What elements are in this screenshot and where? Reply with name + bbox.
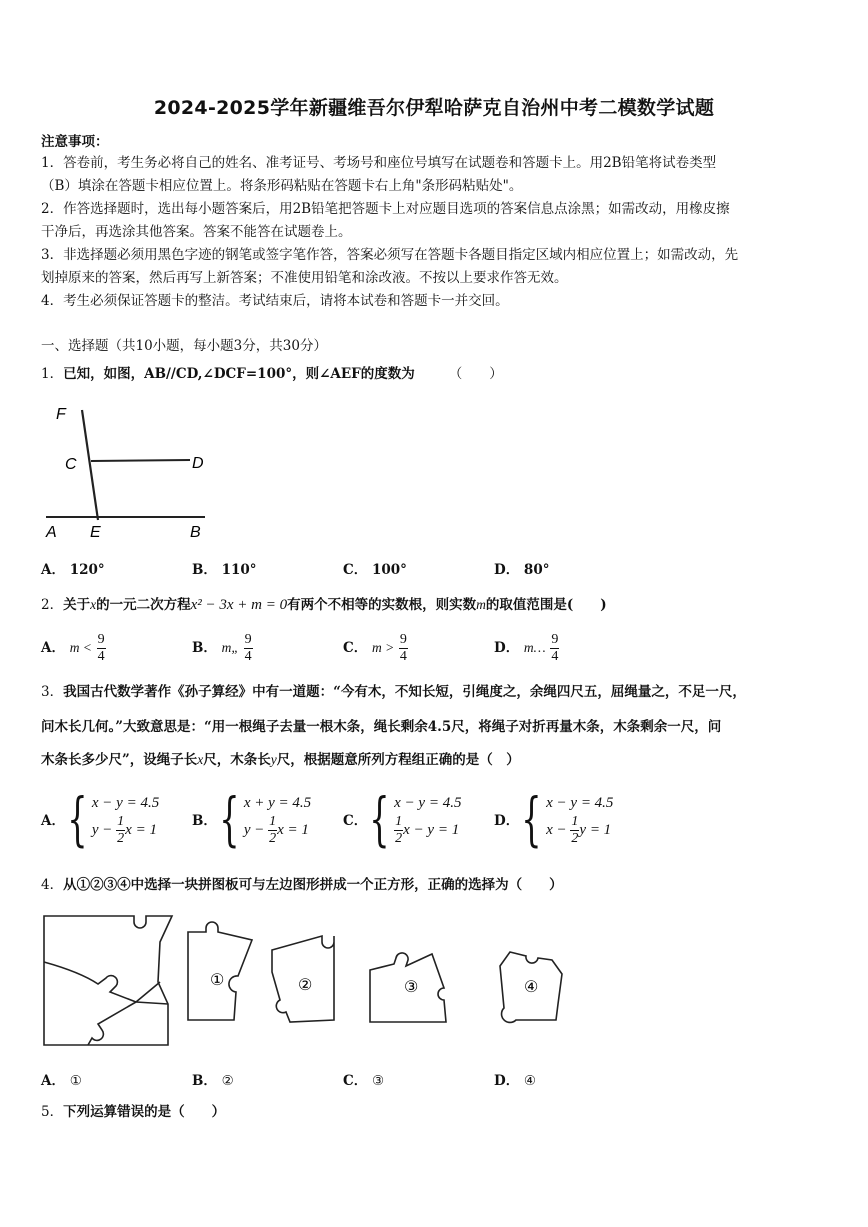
notes-line-1: 1．答卷前，考生务必将自己的姓名、准考证号、考场号和座位号填写在试题卷和答题卡上。用2B铅笔将试卷类型	[41, 155, 717, 171]
q3-option-a[interactable]: A． { x − y = 4.5 y − $\frac{1}{2}$ x = 1	[41, 785, 160, 853]
notes-line-7: 4．考生必须保证答题卡的整洁。考试结束后，请将本试卷和答题卡一并交回。	[41, 293, 509, 309]
piece-3-label: ③	[404, 979, 419, 996]
section-heading: 一、选择题（共10小题，每小题3分，共30分）	[41, 338, 327, 354]
label-f: F	[56, 406, 66, 423]
q3-option-c[interactable]: C． { x − y = 4.5 $\frac{1}{2}$ x − y = 1	[343, 785, 462, 853]
puzzle-composite	[44, 916, 172, 1045]
q4-option-d[interactable]: D． ④	[494, 1073, 537, 1089]
q3-line-3: 木条长多少尺”，设绳子长x尺，木条长y尺，根据题意所列方程组正确的是（ ）	[41, 752, 520, 768]
q2-equation: x² − 3x + m = 0	[190, 597, 288, 613]
q1-option-b[interactable]: B． 110°	[192, 562, 257, 578]
notes-line-2: （B）填涂在答题卡相应位置上。将条形码粘贴在答题卡右上角"条形码粘贴处"。	[41, 178, 523, 194]
q4-option-a[interactable]: A． ①	[41, 1073, 82, 1089]
q4-option-b[interactable]: B． ②	[192, 1073, 234, 1089]
q4-stem: 4．从①②③④中选择一块拼图板可与左边图形拼成一个正方形，正确的选择为（ ）	[41, 877, 563, 893]
label-c: C	[65, 456, 77, 473]
q2-option-b[interactable]: B． m„ $\frac{9}{4}$	[192, 632, 252, 664]
q4-figure	[40, 912, 580, 1062]
q3-option-b[interactable]: B． { x + y = 4.5 y − $\frac{1}{2}$ x = 1	[192, 785, 312, 853]
label-e: E	[90, 524, 101, 541]
notes-line-5: 3．非选择题必须用黑色字迹的钢笔或签字笔作答，答案必须写在答题卡各题目指定区域内相应位置上；如需改动，先	[41, 247, 739, 263]
notes-line-3: 2．作答选择题时，选出每小题答案后，用2B铅笔把答题卡上对应题目选项的答案信息点涂黑；如需改动，用橡皮擦	[41, 201, 730, 217]
q1-stem	[41, 363, 503, 385]
q2-stem: 2．关于x的一元二次方程x² − 3x + m = 0有两个不相等的实数根，则实数m的取值范围是( )	[41, 597, 607, 613]
label-a: A	[46, 524, 57, 541]
q4-option-c[interactable]: C． ③	[343, 1073, 385, 1089]
label-d: D	[192, 455, 204, 472]
piece-4-label: ④	[524, 979, 539, 996]
q1-figure	[40, 396, 220, 546]
notes-line-4: 干净后，再选涂其他答案。答案不能答在试题卷上。	[41, 224, 352, 240]
puzzle-piece-1	[188, 922, 252, 1020]
q3-option-d[interactable]: D． { x − y = 4.5 x − $\frac{1}{2}$ y = 1	[494, 785, 614, 853]
notes-heading: 注意事项：	[41, 134, 109, 150]
q1-text: 已知，如图，AB//CD,∠DCF=100°，则∠AEF的度数为	[63, 366, 415, 382]
q1-answer-paren: （ ）	[448, 366, 503, 382]
q3-line-2: 问木长几何。”大致意思是：“用一根绳子去量一根木条，绳长剩余4.5尺，将绳子对折再量木条，木条剩余一尺，问	[41, 719, 722, 735]
piece-2-label: ②	[298, 977, 313, 994]
label-b: B	[190, 524, 201, 541]
q1-number: 1．	[41, 366, 64, 382]
q2-option-a[interactable]: A． m < $\frac{9}{4}$	[41, 632, 105, 664]
page-title: 2024-2025学年新疆维吾尔伊犁哈萨克自治州中考二模数学试题	[153, 97, 715, 119]
q3-line-1: 3．我国古代数学著作《孙子算经》中有一道题：“今有木，不知长短，引绳度之，余绳四尺五，屈绳量之，不足一尺，	[41, 684, 746, 700]
q1-option-a[interactable]: A． 120°	[41, 562, 105, 578]
q5-stem: 5．下列运算错误的是（ ）	[41, 1104, 226, 1120]
piece-1-label: ①	[210, 972, 225, 989]
line-fe	[82, 410, 98, 520]
line-cd	[91, 460, 190, 461]
q2-option-c[interactable]: C． m > $\frac{9}{4}$	[343, 632, 407, 664]
q2-option-d[interactable]: D． m… $\frac{9}{4}$	[494, 632, 559, 664]
notes-line-6: 划掉原来的答案，然后再写上新答案；不准使用铅笔和涂改液。不按以上要求作答无效。	[41, 270, 568, 286]
q1-option-c[interactable]: C． 100°	[343, 562, 407, 578]
q1-option-d[interactable]: D． 80°	[494, 562, 550, 578]
